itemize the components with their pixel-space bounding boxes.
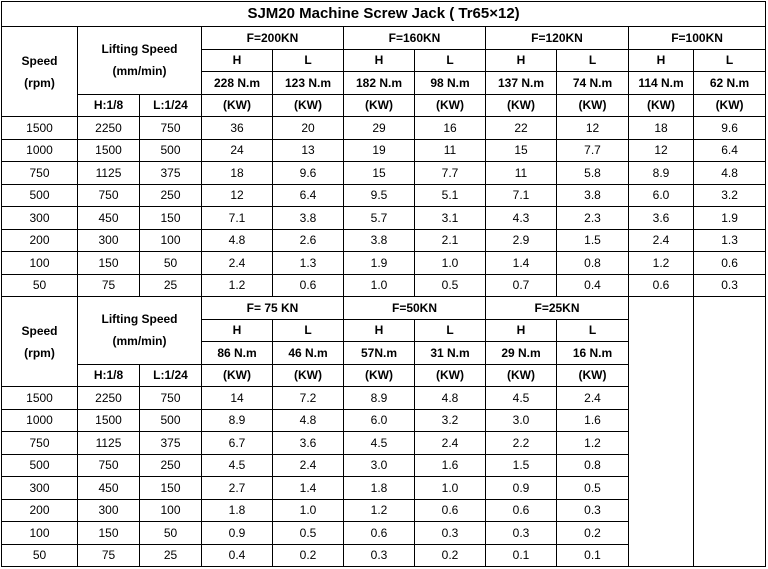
power-value: 5.7: [344, 207, 415, 230]
low-speed-header: L: [273, 49, 344, 72]
power-value: 1.0: [344, 274, 415, 297]
power-value: 3.6: [273, 432, 344, 455]
torque-value: 62 N.m: [694, 72, 766, 95]
lifting-speed-value: 375: [140, 432, 202, 455]
power-value: 0.6: [415, 499, 486, 522]
power-value: 1.6: [415, 454, 486, 477]
power-value: 0.3: [344, 544, 415, 567]
table-row: [2, 229, 766, 252]
power-value: 7.2: [273, 387, 344, 410]
section2-speed-header-label: Speed: [21, 323, 58, 338]
lifting-speed-value: 1500: [78, 409, 140, 432]
speed-value: 500: [2, 184, 78, 207]
torque-value: 46 N.m: [273, 342, 344, 365]
power-value: 1.0: [273, 499, 344, 522]
section1-lifting-speed-unit: (mm/min): [112, 64, 167, 79]
power-value: 1.0: [415, 252, 486, 275]
table-row: [2, 207, 766, 230]
power-value: 2.4: [557, 387, 629, 410]
power-value: 13: [273, 139, 344, 162]
power-value: 2.1: [415, 229, 486, 252]
power-unit: (KW): [486, 94, 557, 117]
power-value: 9.6: [273, 162, 344, 185]
power-value: 6.7: [202, 432, 273, 455]
torque-value: 98 N.m: [415, 72, 486, 95]
power-value: 0.6: [694, 252, 766, 275]
high-speed-header: H: [486, 319, 557, 342]
torque-value: 123 N.m: [273, 72, 344, 95]
power-value: 11: [486, 162, 557, 185]
lifting-speed-value: 1500: [78, 139, 140, 162]
power-value: 1.8: [202, 499, 273, 522]
lifting-speed-value: 750: [78, 454, 140, 477]
lifting-speed-value: 750: [140, 117, 202, 140]
speed-value: 1500: [2, 117, 78, 140]
speed-value: 500: [2, 454, 78, 477]
lifting-speed-value: 75: [78, 544, 140, 567]
power-value: 1.3: [273, 252, 344, 275]
power-value: 3.6: [629, 207, 694, 230]
power-value: 1.2: [629, 252, 694, 275]
screw-jack-spec-table: [1, 1, 766, 567]
lifting-speed-value: 500: [140, 409, 202, 432]
power-value: 18: [202, 162, 273, 185]
speed-value: 200: [2, 499, 78, 522]
section2-lifting-speed-label: Lifting Speed: [101, 312, 178, 327]
speed-value: 750: [2, 432, 78, 455]
lifting-speed-value: 150: [78, 522, 140, 545]
power-value: 7.7: [557, 139, 629, 162]
speed-value: 1500: [2, 387, 78, 410]
power-value: 3.2: [415, 409, 486, 432]
power-value: 22: [486, 117, 557, 140]
high-speed-header: H: [344, 319, 415, 342]
torque-value: 74 N.m: [557, 72, 629, 95]
power-value: 1.4: [273, 477, 344, 500]
power-value: 1.6: [557, 409, 629, 432]
power-value: 2.3: [557, 207, 629, 230]
power-unit: (KW): [557, 364, 629, 387]
section1-speed-header: [2, 27, 78, 117]
power-value: 11: [415, 139, 486, 162]
section2-lifting-speed-unit: (mm/min): [112, 334, 167, 349]
lifting-speed-value: 150: [78, 252, 140, 275]
power-value: 2.4: [202, 252, 273, 275]
lifting-speed-value: 1125: [78, 162, 140, 185]
lifting-speed-value: 300: [78, 229, 140, 252]
speed-value: 300: [2, 207, 78, 230]
power-value: 3.0: [486, 409, 557, 432]
power-value: 0.5: [273, 522, 344, 545]
power-value: 1.2: [344, 499, 415, 522]
high-speed-header: H: [629, 49, 694, 72]
power-unit: (KW): [629, 94, 694, 117]
load-header: F= 75 KN: [202, 297, 344, 320]
lifting-speed-value: 2250: [78, 387, 140, 410]
lifting-speed-value: 250: [140, 184, 202, 207]
lifting-speed-value: 75: [78, 274, 140, 297]
power-value: 12: [629, 139, 694, 162]
speed-value: 1000: [2, 139, 78, 162]
power-value: 6.0: [344, 409, 415, 432]
power-value: 0.3: [486, 522, 557, 545]
power-value: 1.0: [415, 477, 486, 500]
section2-load-row: [2, 297, 766, 320]
power-value: 4.8: [202, 229, 273, 252]
load-header: F=50KN: [344, 297, 486, 320]
power-value: 0.8: [557, 454, 629, 477]
speed-value: 50: [2, 274, 78, 297]
torque-value: 29 N.m: [486, 342, 557, 365]
power-value: 6.0: [629, 184, 694, 207]
title-row: [2, 2, 766, 27]
lifting-speed-value: 150: [140, 477, 202, 500]
power-value: 0.2: [415, 544, 486, 567]
section1-speed-header-unit: (rpm): [24, 75, 55, 90]
power-value: 0.6: [629, 274, 694, 297]
torque-value: 137 N.m: [486, 72, 557, 95]
speed-value: 100: [2, 252, 78, 275]
lifting-speed-value: 750: [140, 387, 202, 410]
power-value: 0.2: [557, 522, 629, 545]
power-value: 0.3: [415, 522, 486, 545]
table-title: SJM20 Machine Screw Jack ( Tr65×12): [2, 2, 766, 27]
lifting-speed-value: 450: [78, 207, 140, 230]
power-value: 1.8: [344, 477, 415, 500]
power-value: 1.4: [486, 252, 557, 275]
power-value: 4.8: [273, 409, 344, 432]
power-value: 0.3: [557, 499, 629, 522]
torque-value: 114 N.m: [629, 72, 694, 95]
power-value: 1.5: [486, 454, 557, 477]
power-value: 5.8: [557, 162, 629, 185]
load-header: F=200KN: [202, 27, 344, 50]
torque-value: 228 N.m: [202, 72, 273, 95]
power-value: 1.3: [694, 229, 766, 252]
power-value: 0.9: [202, 522, 273, 545]
power-value: 6.4: [273, 184, 344, 207]
power-unit: (KW): [557, 94, 629, 117]
torque-value: 16 N.m: [557, 342, 629, 365]
low-speed-header: L: [415, 319, 486, 342]
power-value: 9.5: [344, 184, 415, 207]
table-row: [2, 139, 766, 162]
power-value: 8.9: [202, 409, 273, 432]
lifting-speed-value: 100: [140, 229, 202, 252]
power-value: 0.4: [202, 544, 273, 567]
lifting-speed-value: 450: [78, 477, 140, 500]
speed-value: 50: [2, 544, 78, 567]
power-unit: (KW): [415, 94, 486, 117]
table-row: [2, 117, 766, 140]
power-value: 3.2: [694, 184, 766, 207]
power-value: 0.5: [415, 274, 486, 297]
speed-value: 100: [2, 522, 78, 545]
power-value: 2.4: [273, 454, 344, 477]
power-value: 1.9: [694, 207, 766, 230]
power-value: 4.5: [344, 432, 415, 455]
section2-speed-header-unit: (rpm): [24, 345, 55, 360]
high-ratio-header: H:1/8: [78, 94, 140, 117]
lifting-speed-value: 150: [140, 207, 202, 230]
power-value: 0.1: [557, 544, 629, 567]
low-speed-header: L: [273, 319, 344, 342]
lifting-speed-value: 375: [140, 162, 202, 185]
torque-value: 86 N.m: [202, 342, 273, 365]
table-row: [2, 274, 766, 297]
power-value: 5.1: [415, 184, 486, 207]
power-value: 0.7: [486, 274, 557, 297]
section2-lifting-speed-header: [78, 297, 202, 365]
power-unit: (KW): [344, 94, 415, 117]
load-header: F=160KN: [344, 27, 486, 50]
power-unit: (KW): [415, 364, 486, 387]
power-value: 20: [273, 117, 344, 140]
power-value: 0.6: [486, 499, 557, 522]
power-value: 7.7: [415, 162, 486, 185]
low-speed-header: L: [557, 49, 629, 72]
section1-lifting-speed-label: Lifting Speed: [101, 42, 178, 57]
power-value: 1.2: [557, 432, 629, 455]
power-value: 8.9: [344, 387, 415, 410]
high-ratio-header: H:1/8: [78, 364, 140, 387]
section1-speed-header-label: Speed: [21, 53, 58, 68]
power-value: 4.5: [486, 387, 557, 410]
power-value: 7.1: [202, 207, 273, 230]
power-value: 3.0: [344, 454, 415, 477]
power-value: 6.4: [694, 139, 766, 162]
power-value: 3.8: [557, 184, 629, 207]
lifting-speed-value: 25: [140, 544, 202, 567]
table-row: [2, 184, 766, 207]
speed-value: 200: [2, 229, 78, 252]
power-value: 29: [344, 117, 415, 140]
lifting-speed-value: 2250: [78, 117, 140, 140]
power-value: 18: [629, 117, 694, 140]
power-value: 3.1: [415, 207, 486, 230]
torque-value: 31 N.m: [415, 342, 486, 365]
power-value: 15: [486, 139, 557, 162]
low-ratio-header: L:1/24: [140, 364, 202, 387]
speed-value: 300: [2, 477, 78, 500]
low-speed-header: L: [415, 49, 486, 72]
power-value: 0.1: [486, 544, 557, 567]
low-speed-header: L: [557, 319, 629, 342]
power-value: 0.9: [486, 477, 557, 500]
table-row: [2, 162, 766, 185]
power-value: 0.8: [557, 252, 629, 275]
power-value: 4.3: [486, 207, 557, 230]
speed-value: 1000: [2, 409, 78, 432]
power-value: 0.4: [557, 274, 629, 297]
lifting-speed-value: 250: [140, 454, 202, 477]
load-header: F=100KN: [629, 27, 766, 50]
high-speed-header: H: [202, 49, 273, 72]
torque-value: 57N.m: [344, 342, 415, 365]
power-value: 2.4: [415, 432, 486, 455]
lifting-speed-value: 300: [78, 499, 140, 522]
high-speed-header: H: [486, 49, 557, 72]
power-value: 36: [202, 117, 273, 140]
power-value: 1.5: [557, 229, 629, 252]
power-unit: (KW): [486, 364, 557, 387]
power-value: 4.8: [694, 162, 766, 185]
power-unit: (KW): [202, 94, 273, 117]
power-value: 2.4: [629, 229, 694, 252]
section1-lifting-speed-header: [78, 27, 202, 95]
power-value: 0.3: [694, 274, 766, 297]
torque-value: 182 N.m: [344, 72, 415, 95]
power-value: 7.1: [486, 184, 557, 207]
power-value: 9.6: [694, 117, 766, 140]
section2-speed-header: [2, 297, 78, 387]
power-value: 2.9: [486, 229, 557, 252]
power-value: 12: [202, 184, 273, 207]
power-value: 15: [344, 162, 415, 185]
power-unit: (KW): [694, 94, 766, 117]
high-speed-header: H: [202, 319, 273, 342]
lifting-speed-value: 25: [140, 274, 202, 297]
high-speed-header: H: [344, 49, 415, 72]
power-value: 12: [557, 117, 629, 140]
power-value: 2.6: [273, 229, 344, 252]
lifting-speed-value: 50: [140, 252, 202, 275]
speed-value: 750: [2, 162, 78, 185]
power-value: 14: [202, 387, 273, 410]
low-speed-header: L: [694, 49, 766, 72]
empty-cell: [629, 297, 694, 567]
power-value: 2.7: [202, 477, 273, 500]
load-header: F=25KN: [486, 297, 629, 320]
power-value: 0.2: [273, 544, 344, 567]
lifting-speed-value: 1125: [78, 432, 140, 455]
power-value: 4.8: [415, 387, 486, 410]
power-value: 0.6: [273, 274, 344, 297]
power-unit: (KW): [273, 364, 344, 387]
table-row: [2, 252, 766, 275]
load-header: F=120KN: [486, 27, 629, 50]
power-unit: (KW): [202, 364, 273, 387]
power-value: 0.6: [344, 522, 415, 545]
power-unit: (KW): [344, 364, 415, 387]
power-value: 4.5: [202, 454, 273, 477]
power-value: 1.9: [344, 252, 415, 275]
power-value: 3.8: [344, 229, 415, 252]
empty-cell: [694, 297, 766, 567]
power-value: 2.2: [486, 432, 557, 455]
lifting-speed-value: 50: [140, 522, 202, 545]
lifting-speed-value: 100: [140, 499, 202, 522]
power-value: 3.8: [273, 207, 344, 230]
section1-unit-row: [2, 94, 766, 117]
power-value: 19: [344, 139, 415, 162]
power-value: 16: [415, 117, 486, 140]
power-value: 8.9: [629, 162, 694, 185]
section1-load-row: [2, 27, 766, 50]
power-value: 1.2: [202, 274, 273, 297]
power-unit: (KW): [273, 94, 344, 117]
lifting-speed-value: 750: [78, 184, 140, 207]
lifting-speed-value: 500: [140, 139, 202, 162]
power-value: 24: [202, 139, 273, 162]
power-value: 0.5: [557, 477, 629, 500]
low-ratio-header: L:1/24: [140, 94, 202, 117]
